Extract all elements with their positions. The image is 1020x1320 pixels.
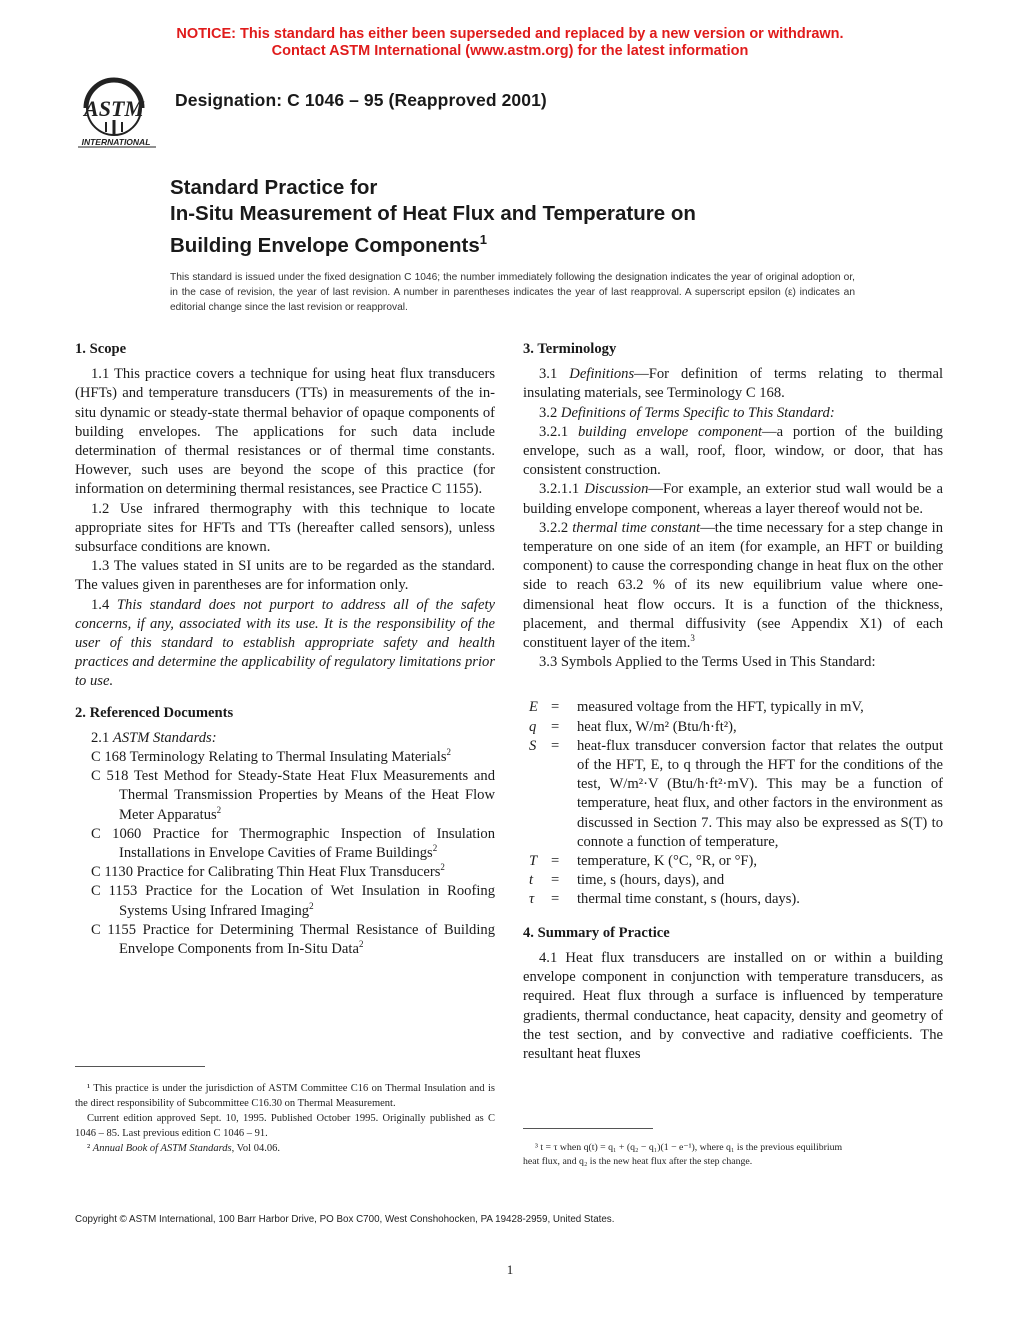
summary-heading: 4. Summary of Practice — [523, 924, 670, 941]
footnote-1-edition: Current edition approved Sept. 10, 1995. Published October 1995. Originally published as C 1046 – 85. Last previous edition C 1046 – 91. — [75, 1113, 495, 1139]
scope-heading: 1. Scope — [75, 341, 127, 357]
referenced-2-1-label: ASTM Standards: — [112, 729, 217, 746]
footnote-3-line-1: t = τ when q(t) = q₁ + (q₂ − q₁)(1 − e⁻¹), where q₁ is the previous equilibrium — [540, 1142, 843, 1153]
referenced-2-1-number: 2.1 — [91, 729, 110, 746]
reference-footnote-mark: 2 — [446, 747, 452, 758]
symbol: E — [529, 699, 538, 716]
terminology-3-2-1-1 — [523, 480, 943, 518]
footnote-rule-left — [75, 1066, 205, 1067]
reference-item-c168[interactable] — [75, 748, 495, 767]
title-footnote-mark[interactable]: 1 — [479, 232, 488, 247]
scope-1-4 — [75, 596, 495, 692]
notice-line-1: NOTICE: This standard has either been superseded and replaced by a new version or withdrawn. — [176, 26, 844, 42]
footnote-3 — [523, 1141, 943, 1155]
terminology-3-2-1 — [523, 423, 943, 481]
symbol: τ — [529, 891, 535, 908]
terminology-3-2-2-number: 3.2.2 — [539, 519, 569, 536]
terminology-3-3: 3.3 Symbols Applied to the Terms Used in This Standard: — [539, 654, 876, 671]
symbol: q — [529, 718, 537, 735]
symbol-row-t-lower — [523, 871, 943, 890]
terminology-3-1-term: Definitions — [569, 366, 635, 383]
notice-line-2: Contact ASTM International (www.astm.org) for the latest information — [271, 43, 749, 59]
scope-1-2: 1.2 Use infrared thermography with this technique to locate appropriate sites for HFTs and TTs (hereafter called sensors), unless subsurface conditions are known. — [75, 500, 495, 556]
symbol: T — [529, 853, 538, 870]
document-title — [170, 175, 696, 259]
reference-text: C 1153 Practice for the Location of Wet Insulation in Roofing Systems Using Infrared Imaging — [91, 883, 495, 919]
title-line-1: Standard Practice for — [170, 176, 378, 199]
reference-item-c1130[interactable] — [75, 863, 495, 882]
symbol-row-s — [523, 737, 943, 852]
symbol-row-q — [523, 718, 943, 737]
symbol-equals: = — [551, 872, 560, 889]
astm-logo-icon — [72, 76, 162, 150]
symbol-equals: = — [551, 853, 560, 870]
footnote-2-mark: ² — [87, 1143, 91, 1154]
symbol-equals: = — [551, 699, 560, 716]
symbol-equals: = — [551, 891, 560, 908]
reference-footnote-mark: 2 — [309, 900, 314, 911]
footnotes-right — [523, 1141, 943, 1169]
symbol-equals: = — [551, 737, 560, 754]
reference-text: C 168 Terminology Relating to Thermal Insulating Materials — [91, 749, 447, 766]
symbol-row-t-upper — [523, 852, 943, 871]
terminology-3-1-number: 3.1 — [539, 366, 558, 383]
footnote-1: ¹ This practice is under the jurisdiction of ASTM Committee C16 on Thermal Insulation and is the direct responsibility of Subcommittee C16.30 on Thermal Measurement. — [75, 1083, 495, 1109]
reference-item-c1155[interactable] — [75, 921, 495, 959]
referenced-heading: 2. Referenced Documents — [75, 704, 234, 721]
scope-1-4-text: This standard does not purport to address all of the safety concerns, if any, associated with its use. It is the responsibility of the user of this standard to establish appropriate safety and health practices and determine the applicability of regulatory limitations prior to use. — [75, 596, 495, 690]
terminology-3-2-1-1-number: 3.2.1.1 — [539, 481, 580, 498]
symbol-description: thermal time constant, s (hours, days). — [577, 891, 800, 908]
scope-1-3: 1.3 The values stated in SI units are to be regarded as the standard. The values given in parentheses are for information only. — [75, 558, 495, 594]
footnote-2-tail: , Vol 04.06. — [231, 1143, 280, 1154]
terminology-3-2-2-text: —the time necessary for a step change in temperature on one side of an item (for example, an HFT or building component) to cause the corresponding change in heat flux on the other side to reach 63.2 % of its new equilibrium value where one-dimensional heat flow occurs. It is a function of the thickness, placement, and thermal diffusivity (see Appendix X1) of each constituent layer of the item. — [523, 519, 943, 652]
terminology-3-2-2-footnote-mark: 3 — [690, 633, 695, 644]
terminology-heading: 3. Terminology — [523, 341, 617, 357]
reference-footnote-mark: 2 — [432, 843, 438, 854]
reference-text: C 518 Test Method for Steady-State Heat Flux Measurements and Thermal Transmission Properties by Means of the Heat Flow Meter Apparatus — [91, 768, 495, 823]
footnotes-left — [75, 1081, 495, 1156]
right-column — [523, 340, 943, 1064]
symbol-description: heat-flux transducer conversion factor that relates the output of the HFT, E, to q through the HFT for the conditions of the test, W/m²·V (Btu/h·ft²·mV). This may be a function of temperature, heat flux, and other factors in the environment as discussed in Section 7. This may also be expressed as S(T) to connote a function of temperature, — [577, 737, 943, 850]
title-line-3 — [170, 227, 696, 259]
symbol-row-e — [523, 698, 943, 717]
reference-item-c518[interactable] — [75, 767, 495, 825]
reference-text: C 1155 Practice for Determining Thermal Resistance of Building Envelope Components from In-Situ Data — [91, 921, 495, 958]
terminology-3-2-2 — [523, 519, 943, 653]
page-number: 1 — [506, 1262, 514, 1277]
logo-letters: ASTM — [84, 96, 144, 121]
referenced-2-1 — [75, 729, 495, 748]
symbol-row-tau — [523, 890, 943, 909]
left-column — [75, 340, 495, 959]
logo-subtext: INTERNATIONAL — [81, 137, 151, 147]
footnote-2-title: Annual Book of ASTM Standards — [92, 1143, 232, 1154]
terminology-3-2-1-1-term: Discussion — [584, 481, 649, 498]
symbol-description: time, s (hours, days), and — [577, 872, 725, 889]
symbol-equals: = — [551, 718, 560, 735]
reference-text: C 1130 Practice for Calibrating Thin Heat Flux Transducers — [91, 864, 441, 881]
issued-note: This standard is issued under the fixed designation C 1046; the number immediately following the designation indicates the year of original adoption or, in the case of revision, the year of last revision. A number in parentheses indicates the year of last reapproval. A superscript epsilon (ε) indicates an editorial change since the last revision or reapproval. — [170, 272, 855, 313]
reference-footnote-mark: 2 — [440, 862, 445, 873]
withdrawal-notice — [0, 26, 1020, 60]
footnote-rule-right — [523, 1128, 653, 1129]
terminology-3-2-1-term: building envelope component — [577, 423, 763, 440]
symbols-spacer — [523, 672, 943, 698]
terminology-3-2-1-1-text: —For example, an exterior stud wall would be a building envelope component, whereas a layer thereof would not be. — [523, 481, 943, 517]
astm-logo — [72, 76, 162, 150]
scope-1-4-number: 1.4 — [91, 596, 110, 613]
footnote-2 — [75, 1141, 495, 1156]
terminology-3-1-text: —For definition of terms relating to thermal insulating materials, see Terminology C 168. — [523, 366, 943, 402]
symbol: S — [529, 737, 537, 754]
terminology-3-2-1-text: —a portion of the building envelope, such as a wall, roof, floor, window, or door, that has consistent construction. — [523, 423, 943, 479]
summary-4-1: 4.1 Heat flux transducers are installed on or within a building envelope component in conjunction with temperature transducers, as required. Heat flux through a surface is influenced by temperature gradients, thermal conductance, heat capacity, density and geometry of the test section, and by convective and radiative coefficients. The resultant heat fluxes — [523, 949, 943, 1062]
reference-item-c1060[interactable] — [75, 825, 495, 863]
reference-footnote-mark: 2 — [358, 939, 364, 950]
symbol-description: measured voltage from the HFT, typically in mV, — [577, 699, 864, 716]
terminology-3-2-label: Definitions of Terms Specific to This Standard: — [560, 404, 835, 421]
terminology-3-2-2-term: thermal time constant — [572, 519, 701, 536]
title-line-2: In-Situ Measurement of Heat Flux and Temperature on — [170, 202, 696, 225]
footnote-3-mark: ³ — [535, 1142, 538, 1153]
terminology-3-2-number: 3.2 — [539, 404, 558, 421]
designation: Designation: C 1046 – 95 (Reapproved 2001) — [175, 90, 547, 110]
terminology-3-2-1-number: 3.2.1 — [539, 423, 569, 440]
copyright-line: Copyright © ASTM International, 100 Barr Harbor Drive, PO Box C700, West Conshohocken, PA 19428-2959, United States. — [75, 1214, 615, 1225]
symbol-description: temperature, K (°C, °R, or °F), — [577, 853, 758, 870]
footnote-3-cont: heat flux, and q₂ is the new heat flux after the step change. — [523, 1156, 753, 1167]
symbol: t — [529, 872, 534, 889]
scope-1-1: 1.1 This practice covers a technique for using heat flux transducers (HFTs) and temperature transducers (TTs) in measurements of the in-situ dynamic or steady-state thermal behavior of opaque components of building envelopes. The applications for such data include determination of thermal resistances or of thermal time constants. However, such uses are beyond the scope of this practice (for information on determining thermal resistances, see Practice C 1155). — [75, 366, 495, 498]
terminology-3-2 — [523, 404, 943, 423]
reference-item-c1153[interactable] — [75, 882, 495, 920]
reference-text: C 1060 Practice for Thermographic Inspection of Insulation Installations in Envelope Cavities of Frame Buildings — [91, 825, 495, 862]
terminology-3-1 — [523, 365, 943, 403]
title-line-3-text: Building Envelope Components — [170, 233, 480, 257]
symbol-description: heat flux, W/m² (Btu/h·ft²), — [577, 718, 737, 735]
reference-footnote-mark: 2 — [216, 804, 222, 815]
